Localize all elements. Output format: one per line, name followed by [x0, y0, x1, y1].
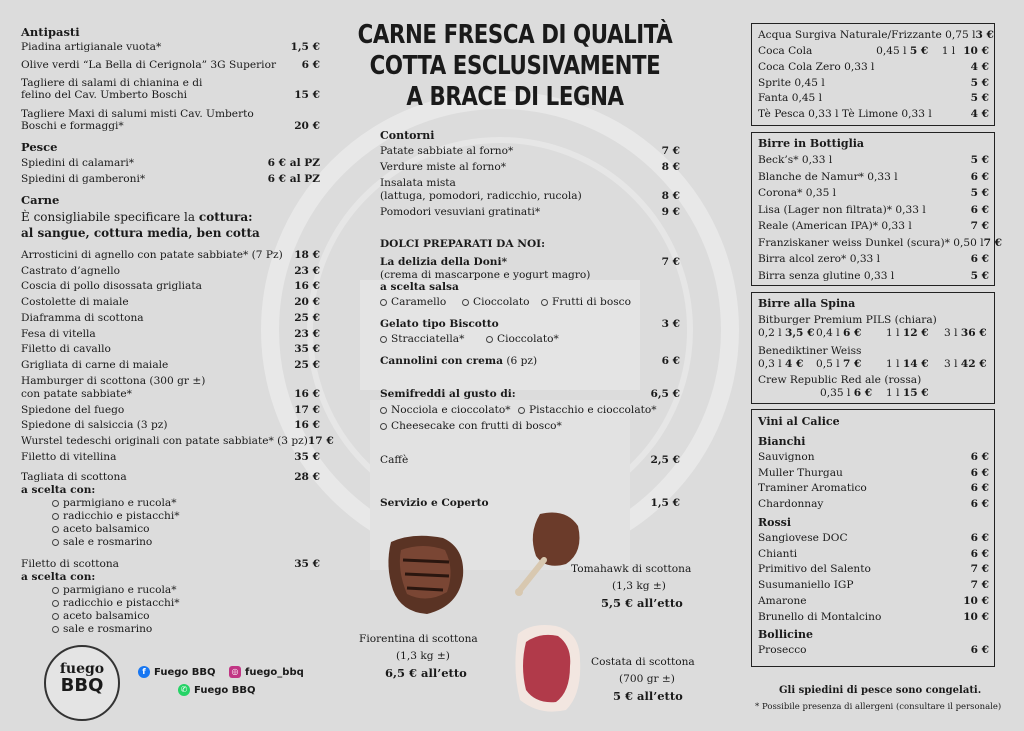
fiorentina-name: Fiorentina di scottona	[359, 633, 478, 645]
instagram-link[interactable]: ◎ fuego_bbq	[229, 666, 304, 678]
menu-item-filetto: Filetto di scottona 35 €	[21, 558, 320, 570]
menu-item: Spiedone di salsiccia (3 pz) 16 €	[21, 419, 320, 432]
wine-item: Prosecco 6 €	[758, 644, 989, 656]
menu-item-line: Insalata mista	[380, 177, 456, 189]
tomahawk-price: 5,5 € all’etto	[601, 596, 683, 610]
menu-item: Sangiovese DOC 6 €	[758, 532, 989, 544]
menu-item: Costolette di maiale 20 €	[21, 296, 320, 309]
menu-item: Diaframma di scottona 25 €	[21, 311, 320, 324]
bollicine-title: Bollicine	[758, 628, 814, 641]
footer-note-allergens: * Possibile presenza di allergeni (consultare il personale)	[755, 702, 1002, 712]
cottura-note: È consigliabile specificare la cottura:	[21, 210, 253, 224]
menu-item: Sauvignon 6 €	[758, 451, 989, 463]
option: parmigiano e rucola*	[52, 497, 177, 510]
menu-item: La delizia della Doni* 7 €	[380, 256, 680, 268]
option: sale e rosmarino	[52, 623, 152, 636]
menu-item: Patate sabbiate al forno* 7 €	[380, 145, 680, 157]
option: Pistacchio e cioccolato*	[518, 404, 657, 417]
whatsapp-icon: ✆	[178, 684, 190, 696]
menu-item: Traminer Aromatico 6 €	[758, 482, 989, 495]
menu-item: Grigliata di carne di maiale 25 €	[21, 358, 320, 371]
menu-item: Servizio e Coperto 1,5 €	[380, 497, 680, 509]
costata-weight: (700 gr ±)	[619, 673, 675, 685]
beer-name: Bitburger Premium PILS (chiara)	[758, 314, 937, 326]
pesce-title: Pesce	[21, 140, 58, 154]
menu-item: Coscia di pollo disossata grigliata 16 €	[21, 280, 320, 293]
drink-item: Acqua Surgiva Naturale/Frizzante 0,75 l 3 €	[758, 29, 994, 41]
tomahawk-name: Tomahawk di scottona	[571, 563, 692, 575]
tomahawk-image	[510, 508, 584, 600]
menu-item-tagliata: Tagliata di scottona 28 €	[21, 471, 320, 483]
instagram-icon: ◎	[229, 666, 241, 678]
menu-item: Chianti 6 €	[758, 547, 989, 560]
beer-name: Benediktiner Weiss	[758, 345, 862, 357]
menu-item: Verdure miste al forno* 8 €	[380, 161, 680, 173]
option: aceto balsamico	[52, 523, 150, 536]
fiorentina-image	[383, 530, 469, 616]
facebook-icon: f	[138, 666, 150, 678]
costata-name: Costata di scottona	[591, 656, 695, 668]
menu-item: Muller Thurgau 6 €	[758, 466, 989, 479]
menu-item: Birra alcol zero* 0,33 l 6 €	[758, 253, 989, 265]
option: Frutti di bosco	[541, 296, 631, 309]
carne-title: Carne	[21, 193, 60, 207]
menu-item: Reale (American IPA)* 0,33 l 7 €	[758, 220, 989, 232]
fuego-bbq-logo: fuego BBQ	[44, 645, 120, 721]
headline-2: COTTA ESCLUSIVAMENTE	[369, 51, 661, 81]
menu-item-line: Tagliere di salami di chianina e di	[21, 77, 203, 89]
choice-label: a scelta salsa	[380, 281, 459, 293]
menu-item: Amarone 10 €	[758, 594, 989, 607]
menu-item: Caffè 2,5 €	[380, 454, 680, 466]
costata-image	[510, 620, 586, 718]
menu-item: Wurstel tedeschi originali con patate sabbiate* (3 pz) 17 €	[21, 435, 334, 447]
menu-item: Gelato tipo Biscotto 3 €	[380, 318, 680, 330]
beer-sizes: 0,2 l 3,5 € 0,4 l 6 € 1 l 12 € 3 l 36 €	[758, 327, 987, 339]
drink-item: Fanta 0,45 l 5 €	[758, 92, 989, 104]
menu-item: Fesa di vitella 23 €	[21, 327, 320, 340]
option: radicchio e pistacchi*	[52, 510, 180, 523]
whatsapp-link[interactable]: ✆ Fuego BBQ	[178, 684, 256, 696]
menu-item-line: Hamburger di scottona (300 gr ±)	[21, 374, 206, 387]
headline-3: A BRACE DI LEGNA	[406, 82, 624, 112]
menu-item: (lattuga, pomodori, radicchio, rucola) 8 €	[380, 190, 680, 202]
choice-label: a scelta con:	[21, 571, 96, 583]
antipasti-title: Antipasti	[21, 25, 80, 39]
menu-item: Boschi e formaggi* 20 €	[21, 120, 320, 132]
drink-item: Coca Cola 0,45 l 5 € 1 l 10 €	[758, 45, 989, 57]
menu-item: Castrato d’agnello 23 €	[21, 264, 320, 277]
dolci-title: DOLCI PREPARATI DA NOI:	[380, 238, 546, 250]
menu-item-line: Tagliere Maxi di salumi misti Cav. Umberto	[21, 108, 254, 120]
rossi-title: Rossi	[758, 516, 792, 529]
vini-title: Vini al Calice	[758, 415, 840, 428]
option: Cioccolato	[462, 296, 529, 309]
fiorentina-price: 6,5 € all’etto	[385, 666, 467, 680]
facebook-link[interactable]: f Fuego BBQ	[138, 666, 216, 678]
menu-item: felino del Cav. Umberto Boschi 15 €	[21, 89, 320, 101]
option: parmigiano e rucola*	[52, 584, 177, 597]
menu-item: Lisa (Lager non filtrata)* 0,33 l 6 €	[758, 203, 989, 216]
contorni-title: Contorni	[380, 129, 435, 142]
drink-item: Sprite 0,45 l 5 €	[758, 77, 989, 89]
menu-item: Susumaniello IGP 7 €	[758, 579, 989, 592]
menu-item: Blanche de Namur* 0,33 l 6 €	[758, 170, 989, 183]
option: radicchio e pistacchi*	[52, 597, 180, 610]
menu-item: Filetto di cavallo 35 €	[21, 343, 320, 356]
option: Cheesecake con frutti di bosco*	[380, 420, 562, 433]
menu-item: Semifreddi al gusto di: 6,5 €	[380, 388, 680, 400]
menu-item: Spiedone del fuego 17 €	[21, 403, 320, 416]
option: Cioccolato*	[486, 333, 559, 346]
tomahawk-weight: (1,3 kg ±)	[612, 580, 666, 592]
menu-item: Chardonnay 6 €	[758, 498, 989, 511]
menu-item: Piadina artigianale vuota* 1,5 €	[21, 41, 320, 53]
cottura-options: al sangue, cottura media, ben cotta	[21, 226, 260, 240]
menu-item: con patate sabbiate* 16 €	[21, 387, 320, 400]
birre-spina-title: Birre alla Spina	[758, 297, 856, 310]
menu-item: Primitivo del Salento 7 €	[758, 563, 989, 576]
beer-name: Crew Republic Red ale (rossa)	[758, 374, 922, 386]
menu-item: Filetto di vitellina 35 €	[21, 450, 320, 463]
option: Caramello	[380, 296, 446, 309]
option: Nocciola e cioccolato*	[380, 404, 511, 417]
menu-item: Spiedini di calamari* 6 € al PZ	[21, 157, 320, 169]
menu-item: Olive verdi “La Bella di Cerignola” 3G Superior 6 €	[21, 59, 320, 71]
fiorentina-weight: (1,3 kg ±)	[396, 650, 450, 662]
option: aceto balsamico	[52, 610, 150, 623]
bianchi-title: Bianchi	[758, 435, 806, 448]
option: sale e rosmarino	[52, 536, 152, 549]
headline-1: CARNE FRESCA DI QUALITÀ	[357, 20, 673, 50]
beer-sizes: 0,3 l 4 € 0,5 l 7 € 1 l 14 € 3 l 42 €	[758, 358, 987, 370]
menu-item: Birra senza glutine 0,33 l 5 €	[758, 269, 989, 282]
dessert-desc: (crema di mascarpone e yogurt magro)	[380, 269, 591, 281]
menu-item: Corona* 0,35 l 5 €	[758, 187, 989, 199]
option: Stracciatella*	[380, 333, 464, 346]
menu-item: Arrosticini di agnello con patate sabbiate* (7 Pz) 18 €	[21, 249, 320, 261]
menu-item: Pomodori vesuviani gratinati* 9 €	[380, 206, 680, 218]
menu-item: Spiedini di gamberoni* 6 € al PZ	[21, 173, 320, 185]
choice-label: a scelta con:	[21, 484, 96, 496]
menu-item: Beck’s* 0,33 l 5 €	[758, 154, 989, 166]
costata-price: 5 € all’etto	[613, 689, 683, 703]
drink-item: Tè Pesca 0,33 l Tè Limone 0,33 l 4 €	[758, 108, 989, 120]
menu-item: Brunello di Montalcino 10 €	[758, 610, 989, 623]
drink-item: Coca Cola Zero 0,33 l 4 €	[758, 61, 989, 73]
footer-note-frozen: Gli spiedini di pesce sono congelati.	[779, 685, 982, 696]
menu-item: Cannolini con crema (6 pz) 6 €	[380, 355, 680, 367]
birre-bottiglia-title: Birre in Bottiglia	[758, 137, 865, 150]
menu-item: Franziskaner weiss Dunkel (scura)* 0,50 l 7 €	[758, 236, 1003, 249]
